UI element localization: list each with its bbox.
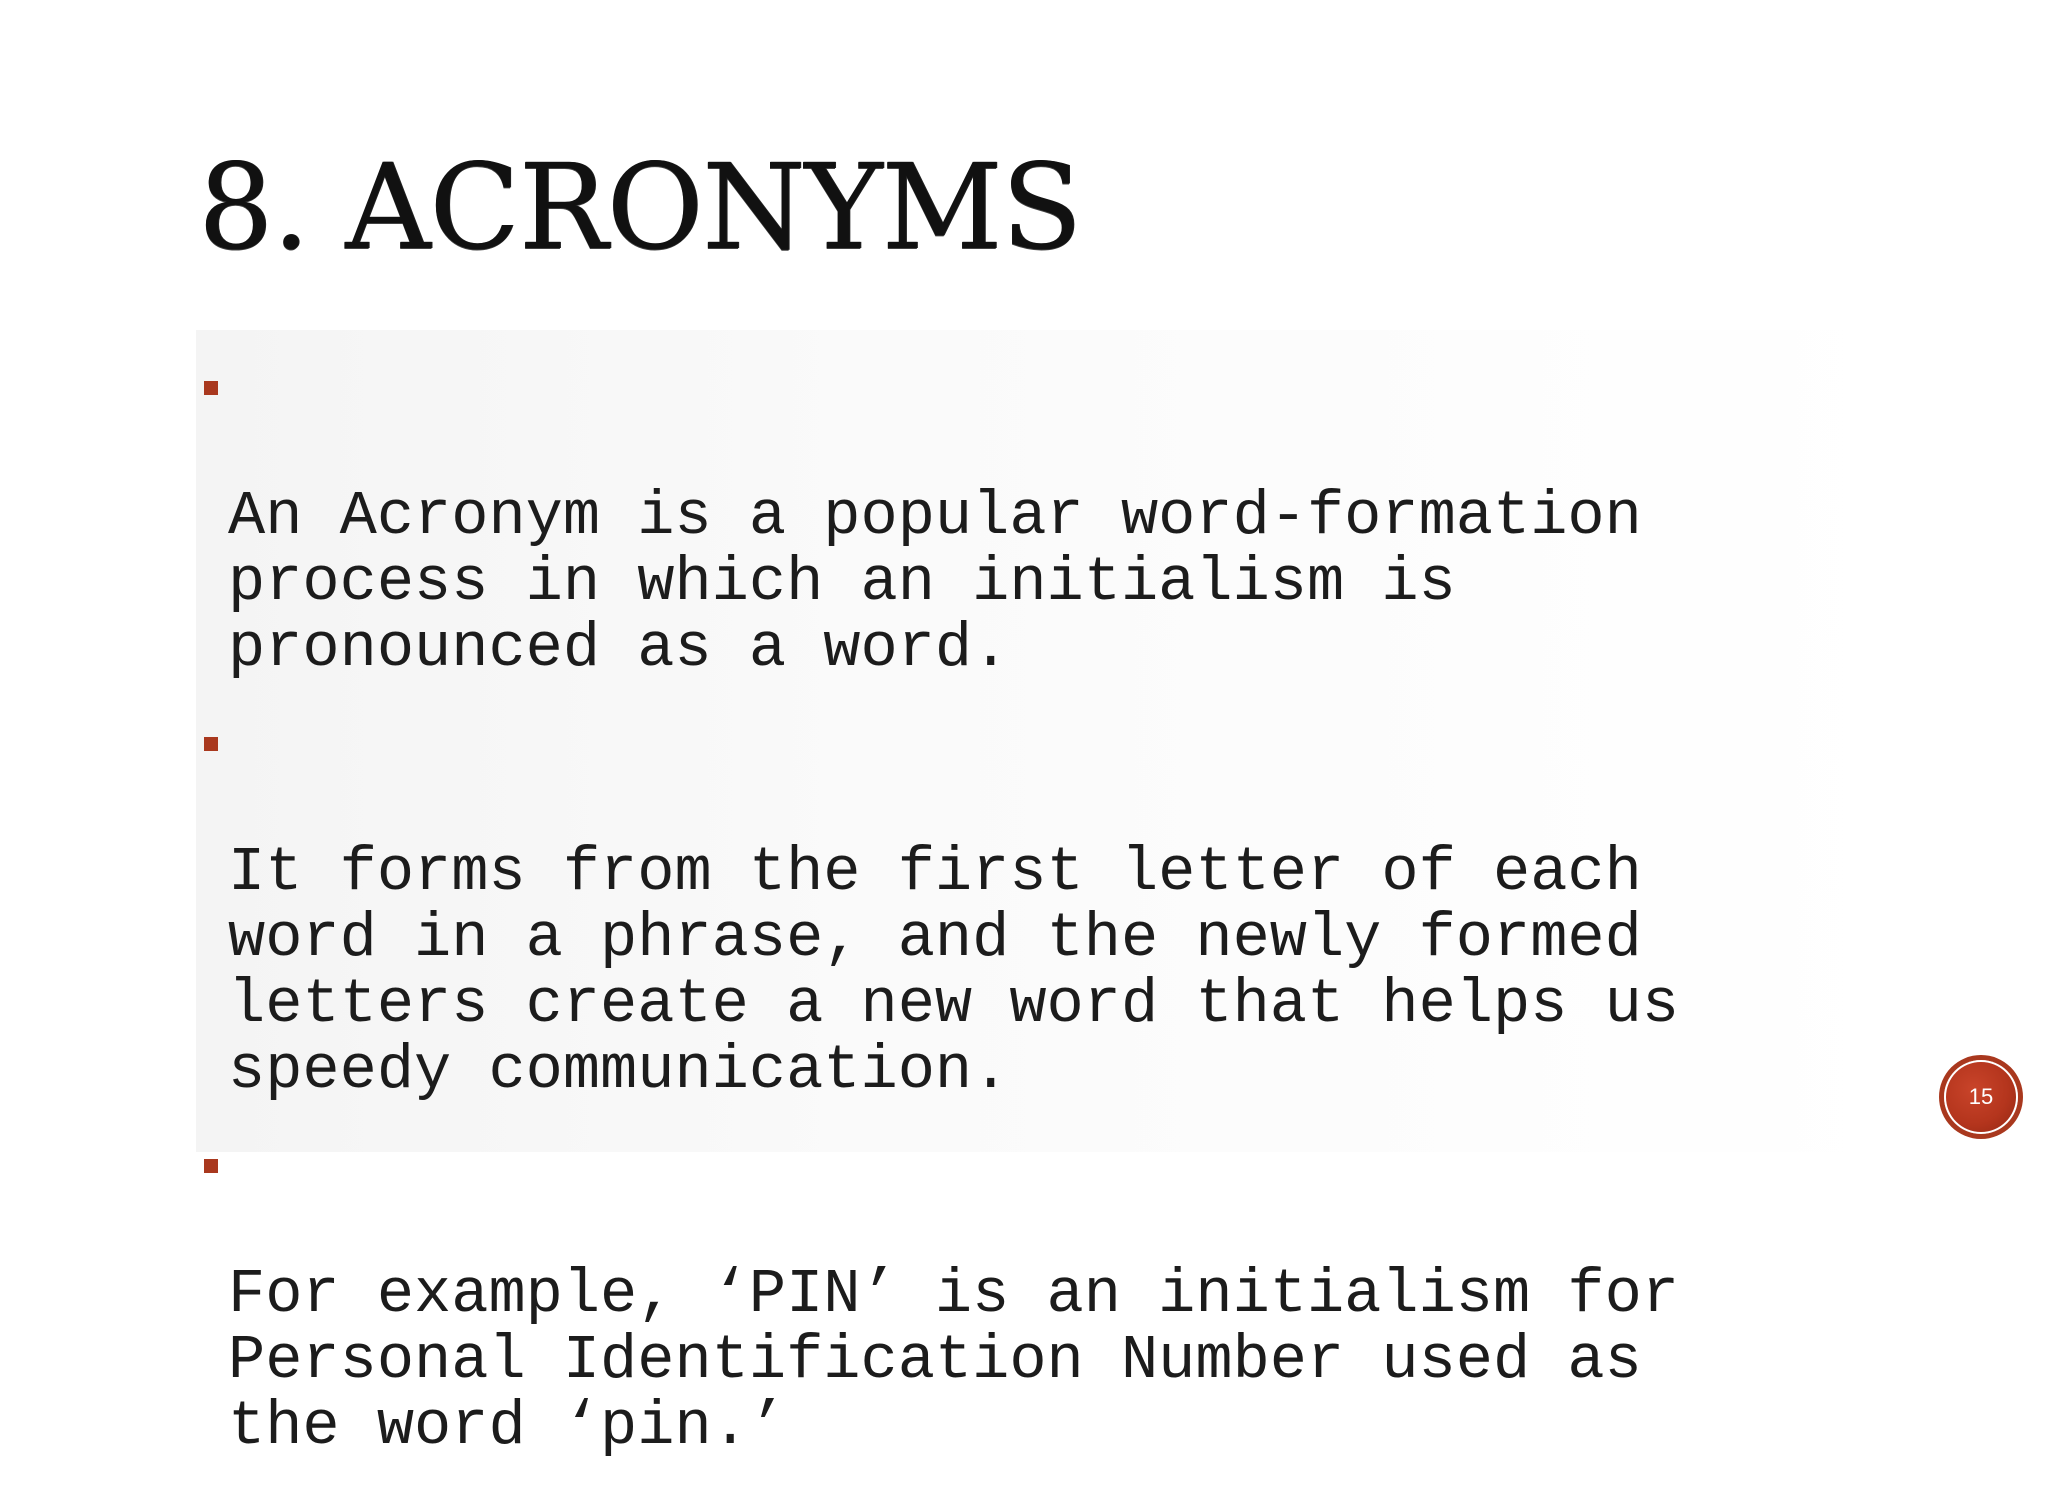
square-bullet-icon xyxy=(204,1159,218,1173)
square-bullet-icon xyxy=(204,381,218,395)
bullet-text: It forms from the first letter of each word in a phrase, and the newly formed letters create a new word that helps us speedy communication. xyxy=(228,837,1680,1106)
bullet-item xyxy=(196,352,1876,682)
slide-title: 8. ACRONYMS xyxy=(198,138,1081,276)
bullet-item xyxy=(196,1130,1876,1460)
slide-number: 15 xyxy=(1968,1084,1994,1109)
bullet-text: An Acronym is a popular word-formation process in which an initialism is pronounced as a word. xyxy=(228,481,1642,684)
bullet-list xyxy=(196,352,1876,1486)
slide-number-badge xyxy=(1944,1060,2018,1134)
square-bullet-icon xyxy=(204,737,218,751)
bullet-item xyxy=(196,708,1876,1104)
bullet-text: For example, ‘PIN’ is an initialism for Personal Identification Number used as the word ‘pin.’ xyxy=(228,1259,1680,1462)
